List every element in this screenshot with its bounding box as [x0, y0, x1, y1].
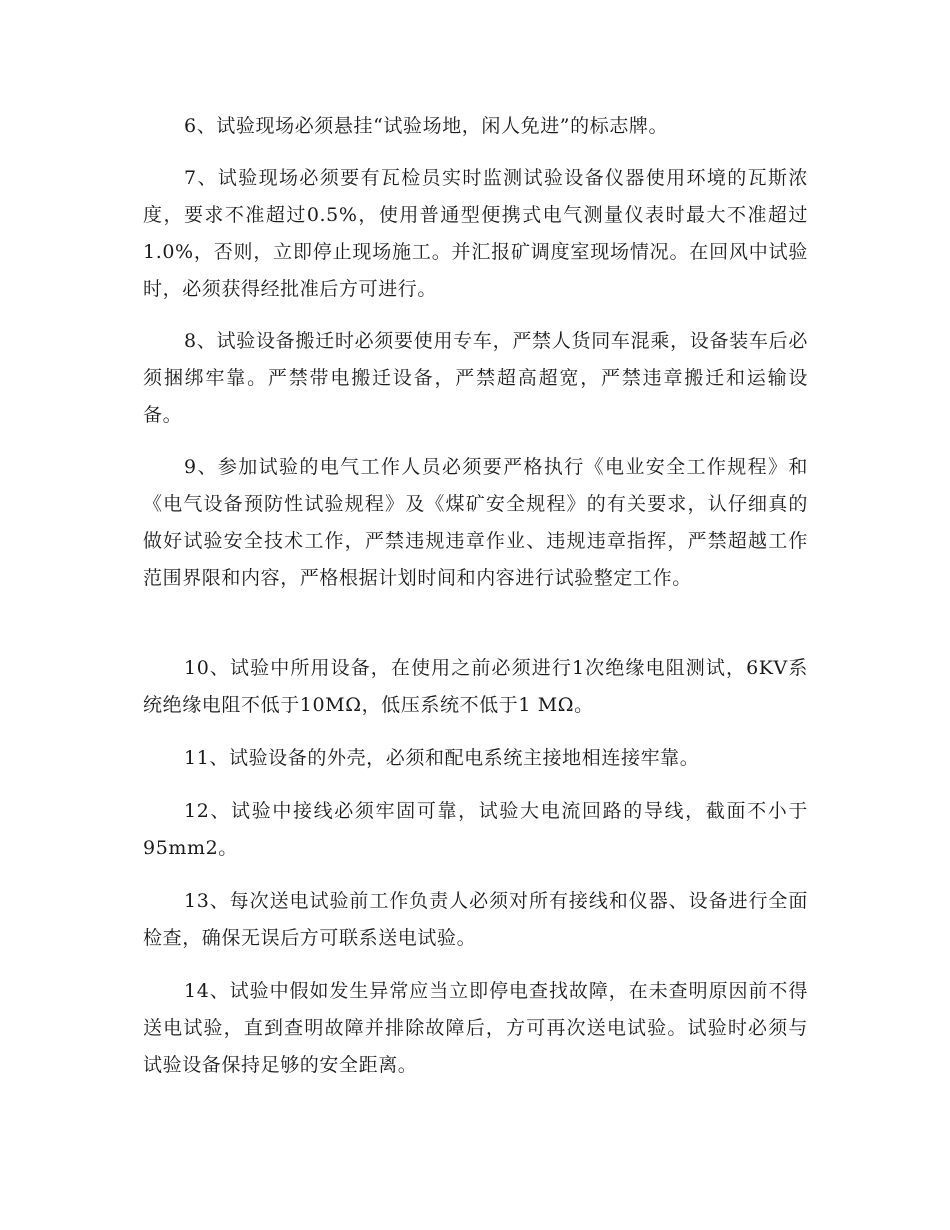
paragraph-7: 7、试验现场必须要有瓦检员实时监测试验设备仪器使用环境的瓦斯浓度，要求不准超过0.5%，使用普通型便携式电气测量仪表时最大不准超过1.0%，否则，立即停止现场施工。并汇报矿调度室现场情况。在回风中试验时，必须获得经批准后方可进行。	[143, 167, 808, 300]
paragraph-9: 9、参加试验的电气工作人员必须要严格执行《电业安全工作规程》和《电气设备预防性试验规程》及《煤矿安全规程》的有关要求，认仔细真的做好试验安全技术工作，严禁违规违章作业、违规违章指挥，严禁超越工作范围界限和内容，严格根据计划时间和内容进行试验整定工作。	[143, 456, 808, 589]
paragraph-14: 14、试验中假如发生异常应当立即停电查找故障，在未查明原因前不得送电试验，直到查明故障并排除故障后，方可再次送电试验。试验时必须与试验设备保持足够的安全距离。	[143, 980, 808, 1076]
paragraph-10: 10、试验中所用设备，在使用之前必须进行1次绝缘电阻测试，6KV系统绝缘电阻不低于10MΩ，低压系统不低于1 MΩ。	[143, 657, 808, 716]
paragraph-12: 12、试验中接线必须牢固可靠，试验大电流回路的导线，截面不小于95mm2。	[143, 800, 808, 859]
paragraph-13: 13、每次送电试验前工作负责人必须对所有接线和仪器、设备进行全面检查，确保无误后方可联系送电试验。	[143, 890, 808, 949]
paragraph-8: 8、试验设备搬迁时必须要使用专车，严禁人货同车混乘，设备装车后必须捆绑牢靠。严禁带电搬迁设备，严禁超高超宽，严禁违章搬迁和运输设备。	[143, 330, 808, 426]
paragraph-11: 11、试验设备的外壳，必须和配电系统主接地相连接牢靠。	[184, 747, 700, 769]
paragraph-6: 6、试验现场必须悬挂“试验场地，闲人免进”的标志牌。	[184, 115, 669, 137]
